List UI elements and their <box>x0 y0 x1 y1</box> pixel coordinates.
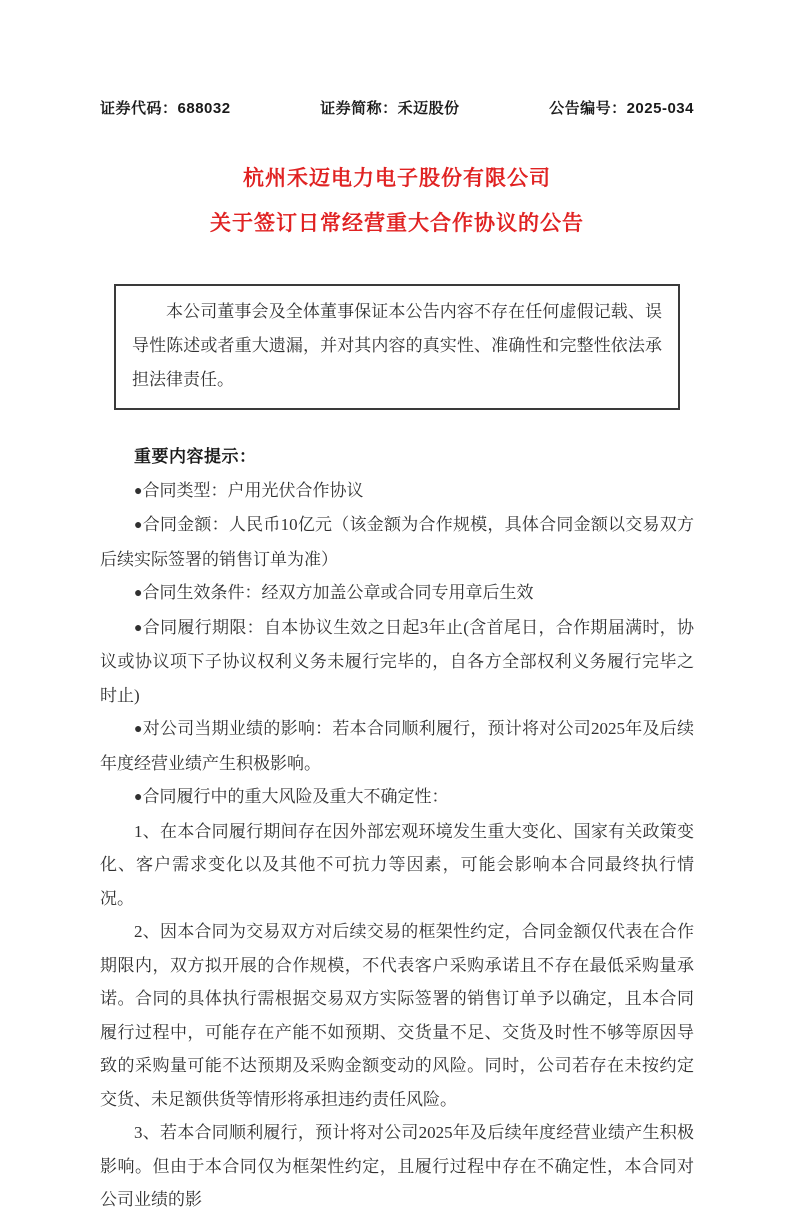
bullet-icon: ● <box>134 586 143 601</box>
announcement-number <box>549 97 694 118</box>
bullet-icon: ● <box>134 722 143 737</box>
bullet-icon: ● <box>134 790 143 805</box>
bullet-icon: ● <box>134 620 143 636</box>
disclaimer-box <box>114 284 680 410</box>
stock-code <box>100 97 231 118</box>
document-header <box>100 97 694 118</box>
document-body <box>100 440 694 1217</box>
bullet-text: 合同金额：人民币10亿元（该金额为合作规模，具体合同金额以交易双方后续实际签署的销售订单为准） <box>100 515 694 569</box>
bullet-item-contract-amount <box>100 508 694 576</box>
bullet-item-contract-type <box>100 474 694 509</box>
bullet-text: 合同类型：户用光伏合作协议 <box>142 480 364 500</box>
bullet-item-impact-on-results <box>100 712 694 780</box>
stock-name <box>320 97 460 118</box>
announcement-number-value: 2025-034 <box>626 100 694 117</box>
section-heading: 重要内容提示： <box>134 447 257 466</box>
stock-name-value: 禾迈股份 <box>397 100 460 117</box>
disclaimer-text: 本公司董事会及全体董事保证本公告内容不存在任何虚假记载、误导性陈述或者重大遗漏，并对其内容的真实性、准确性和完整性依法承担法律责任。 <box>132 302 662 389</box>
risk-paragraph-3: 3、若本合同顺利履行，预计将对公司2025年及后续年度经营业绩产生积极影响。但由于本合同仅为框架性约定，且履行过程中存在不确定性，本合同对公司业绩的影 <box>100 1123 694 1209</box>
stock-name-label: 证券简称： <box>320 100 398 117</box>
stock-code-value: 688032 <box>177 100 231 117</box>
bullet-item-major-risks <box>100 780 694 815</box>
document-title-line1: 杭州禾迈电力电子股份有限公司 <box>243 167 551 190</box>
stock-code-label: 证券代码： <box>100 100 178 117</box>
bullet-icon: ● <box>134 483 143 499</box>
announcement-number-label: 公告编号： <box>549 100 627 117</box>
bullet-item-performance-period <box>100 611 694 713</box>
bullet-text: 合同履行期限：自本协议生效之日起3年止(含首尾日，合作期届满时，协议或协议项下子协议权利义务未履行完毕的，自各方全部权利义务履行完毕之时止) <box>100 617 694 705</box>
risk-paragraph-1: 1、在本合同履行期间存在因外部宏观环境发生重大变化、国家有关政策变化、客户需求变化以及其他不可抗力等因素，可能会影响本合同最终执行情况。 <box>100 821 694 908</box>
bullet-text: 合同生效条件：经双方加盖公章或合同专用章后生效 <box>142 583 534 602</box>
bullet-text: 合同履行中的重大风险及重大不确定性： <box>142 787 449 806</box>
bullet-text: 对公司当期业绩的影响：若本合同顺利履行，预计将对公司2025年及后续年度经营业绩产生积极影响。 <box>100 719 694 773</box>
bullet-item-effective-condition <box>100 576 694 611</box>
bullet-icon: ● <box>134 518 143 533</box>
risk-paragraph-2: 2、因本合同为交易双方对后续交易的框架性约定，合同金额仅代表在合作期限内，双方拟开展的合作规模，不代表客户采购承诺且不存在最低采购量承诺。合同的具体执行需根据交易双方实际签署的销售订单予以确定，且本合同履行过程中，可能存在产能不如预期、交货量不足、交货及时性不够等原因导致的采购量可能不达预期及采购金额变动的风险。同时，公司若存在未按约定交货、未足额供货等情形将承担违约责任风险。 <box>100 922 694 1109</box>
document-title <box>100 156 694 246</box>
document-title-line2: 关于签订日常经营重大合作协议的公告 <box>210 212 584 235</box>
